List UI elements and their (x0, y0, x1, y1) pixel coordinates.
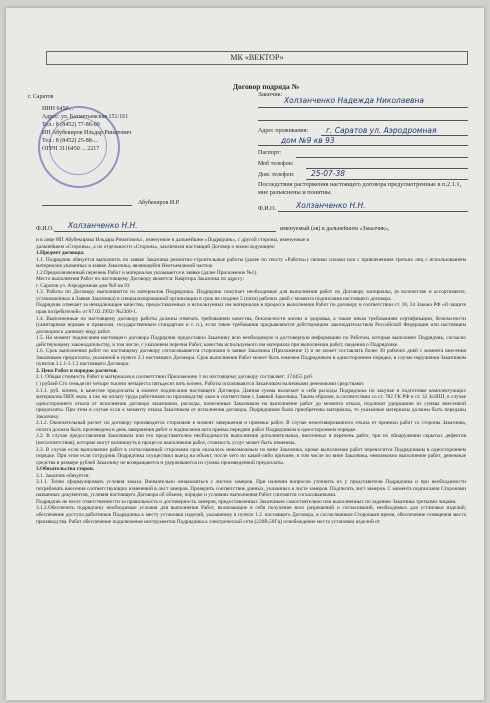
preamble-fio-line (54, 231, 276, 232)
executor-line-3: Тел.: 8 (8452) 77-86-09 (42, 122, 100, 128)
clause-paragraph: г. Саратов ул. Аэродромная дом №9 кв 93 (36, 282, 130, 289)
executor-line-4: ИП Абубекиров Ильдар Ринатович (42, 130, 132, 136)
company-header-box (46, 51, 468, 65)
executor-signature-line (42, 205, 132, 206)
clause-paragraph: 1.6. Срок выполнения работ по настоящему договору согласовывается сторонами в заявке Заказчика (Приложение 1) и не может составлять более 30 рабочих дней с момента внесения Заказчиком предоплаты, указанной в пункте 2.1 настоящего Договора. Срок выполнения Работ может быть изменен Подрядчиком в одностороннем порядке, в случае нарушения Заказчиком пунктов 3.1.1-3.1.2 настоящего Договора. (36, 348, 466, 368)
clause-paragraph: 3.1.2.Обеспечить подрядчику необходимые условия для выполнения Работ, включающие в себя получение всех разрешений и согласований, необходимых для установки изделий, обеспечение доступа работников Подрядчика к месту установки изделий, указанному в пункте 1.2. настоящего Договора, в согласованное Сторонами время, обеспечение освещения места производства. Работ обеспечение подключения инструментов Подрядчика к электрической сети (220В,50Гц) освобождение места установки изделий от (36, 505, 466, 525)
executor-line-2: Адрес: ул. Бахметьевская 151/161 (42, 114, 129, 120)
clause-paragraph: 2.1.1. руб. копеек, в качестве предоплаты в момент подписания настоящего Договора. Данная сумма включает в себя расходы Подрядчика по закупке и подготовке комплектующих материалов ПВХ окон, а так же оплату труда работников по производству окон в соответствии с Заявкой Заказчика. Таким образом, в соответствии со ст. 782 ГК РФ и ст. 32 ЗоЗПП, в случае одностороннего отказа от исполнения договора заказчиком, расходы, понесенные Заказчиком на выполнение работ до момента отказа, подлежат удержанию из суммы внесенной предоплаты. При этом в случае если к моменту отказа Заказчиком от исполнения договора, Подрядчиком были приобретены материалы, то указанные материалы должны быть переданы Заказчику. (36, 387, 466, 420)
city: г. Саратов (28, 94, 54, 100)
customer-name-line-2 (258, 120, 468, 121)
clause-paragraph: 3.1.1. Точно сформулировать условия заказа. Внимательно ознакомиться с листом замеров. При наличии вопросов уточнить их у представителя Подрядчика и при необходимости потребовать внесения соответствующих изменений в лист замеров. Проверить соответствие данных, указанных в листе замеров. Подписать лист замеров. С момента подписания Сторонами названных документов, условия настоящего Договора об объеме, порядке и условиях выполнения Работ считаются согласованными. (36, 479, 466, 499)
customer-home-phone-handwritten: 25-07-38 (311, 169, 346, 178)
contract-page (6, 8, 484, 700)
contract-body (36, 237, 466, 525)
preamble-text-2: и в лице ИП Абубекирова Ильдара Ринатовича , именуемое в дальнейшем «Подрядчик», с другой стороны, именуемые в (36, 237, 310, 243)
clause-paragraph: 1.1. Подрядчик обязуется выполнить по заявке Заказчика ремонтно-строительные работы (далее по тексту «Работы») своими силами или с привлечением третьих лиц с использованием материалов указанных в заявке Заказчика, являющейся Неотъемлемой частью (36, 256, 466, 270)
contract-title: Договор подряда № (232, 82, 300, 91)
clause-paragraph: 2.2. В случае предоставления Заказчиком или его представителем необходимости выполнения дополнительных, внесенных в перечень работ, при их обнаружении скрытых дефектов (несоответствия), которые могут возникнуть в процессе выполнения работ, стоимость услуг может быть изменена. (36, 433, 466, 446)
section-heading: 2. Цена Работ и порядок расчетов. (36, 367, 118, 374)
clause-paragraph: 2.3. В случае если выполнение работ в согласованный сторонами срок оказалось невозможным по вине Заказчика, кроме выполнения работ переносится Подрядчиком в одностороннем порядке. При этом если сотрудник Подрядчика осуществил выезд на объект, после чего по какой-либо причине, в том числе по вине Заказчика, невозможно выполнение работ, денежные средства в размере рублей Заказчику не возвращаются и удерживаются из суммы произведенной предоплаты. (36, 446, 466, 466)
customer-address-label: Адрес проживания: (258, 128, 309, 134)
clause-paragraph: ( ) рублей Сто семьдесят четыре тысячи четыреста пятьдесят пять копеек. Работы оплачиваются Заказчиком наличными денежными средствами: (36, 381, 365, 388)
customer-address-handwritten-2: дом №9 кв 93 (281, 136, 335, 145)
customer-address-handwritten: г. Саратов ул. Аэродромная (326, 126, 437, 135)
clause-paragraph: 3.1. Заказчик обязуется: (36, 472, 90, 479)
preamble-text-1: именуемый (ая) в дальнейшем «Заказчик», (280, 226, 390, 232)
customer-home-phone-line (306, 179, 468, 180)
customer-name-handwritten: Холзанченко Надежда Николаевна (284, 96, 424, 105)
preamble-fio-label: Ф.И.О. (36, 226, 54, 232)
customer-name-line (258, 107, 468, 108)
section-heading: 3.Обязательства сторон. (36, 466, 95, 473)
clause-paragraph: 1.5. На момент подписания настоящего договора Подрядчик предоставил Заказчику всю необходимую и достоверную информацию по Работам, которые выполняет Подрядчик, согласно действующему законодательству, в том числе, с указанием перечня Работ, качества используемого им материала при выполнении работ, сведения о Подрядчике. (36, 335, 466, 348)
customer-notice: Последствия расторжения настоящего договора предусмотренные в п.2.1.1, мне разъяснены и понятны. (258, 181, 462, 196)
customer-address-line-2 (258, 145, 468, 146)
customer-fio-handwritten: Холзанченко Н.Н. (296, 201, 366, 210)
executor-line-1: ИНН 6450... (42, 106, 73, 112)
clause-paragraph: Место выполнения Работ по настоящему Договору является: Квартира Заказчика по адресу: (36, 276, 245, 283)
customer-home-phone-label: Дом. телефон: (258, 172, 295, 178)
preamble-fio-handwritten: Холзанченко Н.Н. (68, 221, 138, 230)
executor-line-6: ОГРН 3116450 ... 2217 (42, 146, 100, 152)
clause-paragraph: 2.1. Общая стоимость Работ и материалов в соответствии Приложению 1 по настоящему договору составляет: 174455 руб. (36, 374, 314, 381)
clause-paragraph: 1.4. Выполненные по настоящему договору работы должны отвечать требованиям качества, безопасности жизни и здоровья, а также иным требованиям сертификации, безопасности (санитарным нормам и правилам, государственным стандартам и т. п.), если такие требования предъявляются действующим законодательством Российской Федерации или настоящим договором к данному виду работ. (36, 315, 466, 335)
customer-passport-line (296, 157, 468, 158)
customer-passport-label: Паспорт: (258, 150, 282, 156)
clause-paragraph: Подрядчик не несет ответственности за правильность и достоверность замеров, предоставленных Заказчиком самостоятельно или выполненных по заданию Заказчика третьими лицами. (36, 498, 457, 505)
customer-mobile-label: Моб телефон: (258, 161, 294, 167)
company-name: МК «ВЕКТОР» (230, 53, 284, 62)
executor-signature-name: Абубекиров И.Р. (138, 200, 180, 206)
customer-fio-line (278, 211, 468, 212)
executor-line-5: Тел.: 8 (8452) 25-88-... (42, 138, 99, 144)
preamble-text-3: дальнейшем «Стороны», а по отдельности «Сторона», заключили настоящий Договор о нижеследующем: (36, 243, 276, 250)
clause-paragraph: 2.1.2. Окончательный расчет по договору производится сторонами в момент завершения и приемки работ. В случае немотивированного отказа от приемки работ со стороны Заказчика, оплата должна быть произведена в день завершения работ и подписания акта приема передачи работ Подрядчиком в одностороннем порядке. (36, 420, 466, 433)
clause-paragraph: 1.2.Предназначенный перечень Работ и материалов указывается в заявке (далее Приложение №1). (36, 269, 258, 276)
customer-fio-label: Ф.И.О. (258, 206, 276, 212)
section-heading: 1.Предмет договора. (36, 250, 85, 257)
customer-address-line (321, 135, 468, 136)
clause-paragraph: Подрядчик отвечает за ненадлежащее качество, предоставленных и используемых им материалов в процессе выполнения Работ по договору в соответствии ст. 18, 34 Закона РФ «О защите прав потребителей» от 07.02.1992г №2300-1. (36, 302, 466, 316)
customer-label: Заказчик: (258, 92, 283, 98)
clause-paragraph: 1.3. Работы по Договору выполняются из материалов Подрядчика. Подрядчик покупает необходимые для выполнения работ по Договору материалы, (в количестве и ассортименте, установленных в Заявке Заказчика) в специализированной организации в срок не позднее 5 (пяти) рабочих дней с момента подписания настоящего договора. (36, 289, 466, 302)
